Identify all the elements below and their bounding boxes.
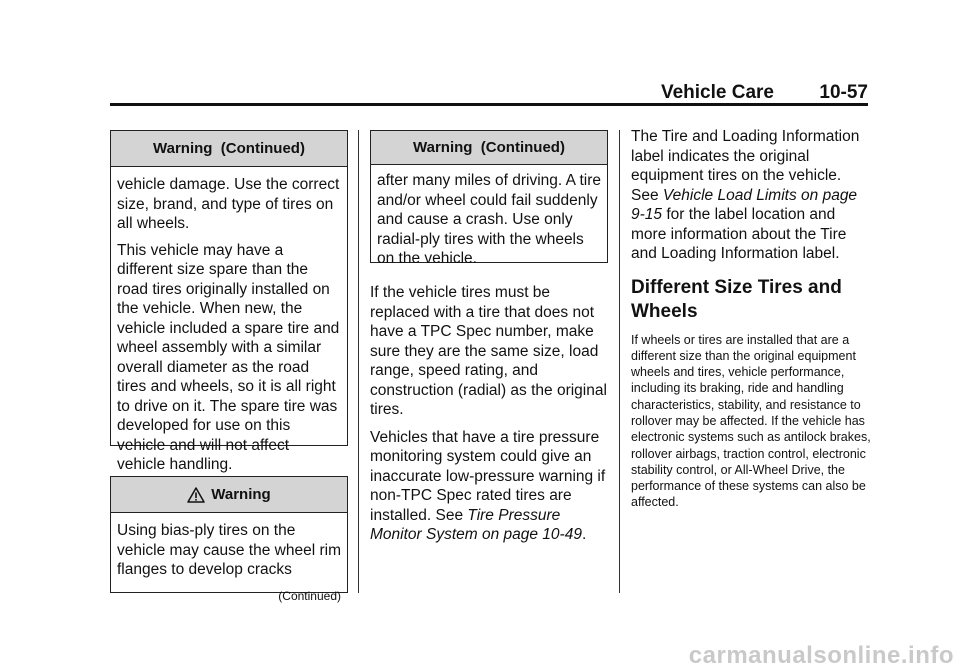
warning-title: Warning (Continued) — [413, 139, 565, 156]
warning-paragraph: This vehicle may have a different size spare than the road tires originally installed on the vehicle. When new, the vehicle included a spare tire and wheel assembly with a similar overall diameter as the road tires and wheels, so it is all right to drive on it. The spare tire was developed for use on this vehicle and will not affect vehicle handling. — [117, 241, 340, 473]
body-text: for the label location and more information about the Tire and Loading Information label. — [631, 206, 847, 262]
warning-box-continued — [110, 130, 348, 473]
body-paragraph: If the vehicle tires must be replaced with a tire that does not have a TPC Spec number, make sure they are the same size, load range, speed rating, and construction (radial) as the original tires. — [370, 284, 607, 418]
cross-reference-link[interactable]: Tire Pressure Monitor System on page 10-49 — [370, 506, 582, 543]
body-paragraph — [631, 127, 871, 264]
column-2-text — [370, 283, 610, 553]
warning-title: Warning (Continued) — [153, 140, 305, 157]
body-text: . — [581, 526, 587, 543]
column-3-text — [631, 127, 871, 519]
page-number: 10-57 — [819, 82, 868, 103]
cross-reference-link[interactable]: Vehicle Load Limits on page 9-15 — [631, 186, 858, 223]
section-heading: Different Size Tires and Wheels — [631, 276, 842, 322]
warning-header — [371, 131, 607, 165]
header-rule — [110, 103, 868, 106]
warning-header — [111, 131, 347, 167]
continued-label: (Continued) — [278, 588, 341, 603]
warning-body — [371, 165, 607, 275]
warning-box — [110, 476, 348, 603]
warning-paragraph: vehicle damage. Use the correct size, brand, and type of tires on all wheels. — [117, 176, 340, 232]
warning-body — [111, 167, 347, 481]
warning-paragraph: after many miles of driving. A tire and/or wheel could fail suddenly and cause a crash. Use only radial-ply tires with the wheels on the vehicle. — [377, 172, 601, 267]
watermark: carmanualsonline.info — [688, 642, 954, 669]
warning-paragraph: Using bias-ply tires on the vehicle may cause the wheel rim flanges to develop cracks — [117, 522, 341, 578]
body-text: Vehicles that have a tire pressure monitoring system could give an inaccurate low-pressure warning if non-TPC Spec rated tires are installed. See — [370, 428, 606, 524]
page-header — [110, 80, 868, 104]
body-text: The Tire and Loading Information label indicates the original equipment tires on the vehicle. See — [631, 128, 860, 204]
warning-body — [111, 513, 347, 612]
warning-box-continued — [370, 130, 608, 267]
warning-header — [111, 477, 347, 513]
body-paragraph — [370, 428, 610, 545]
body-paragraph-small: If wheels or tires are installed that are a different size than the original equipment wheels and tires, vehicle performance, including its braking, ride and handling characteristics, stability, and resistance to rollover may be affected. If the vehicle has electronic systems such as antilock brakes, rollover airbags, traction control, electronic stability control, or All-Wheel Drive, the performance of these systems can also be affected. — [631, 332, 871, 510]
warning-triangle-icon — [187, 487, 205, 503]
warning-title: Warning — [211, 486, 271, 503]
column-divider-2 — [619, 130, 620, 593]
header-title: Vehicle Care — [660, 82, 774, 103]
column-divider-1 — [358, 130, 359, 593]
